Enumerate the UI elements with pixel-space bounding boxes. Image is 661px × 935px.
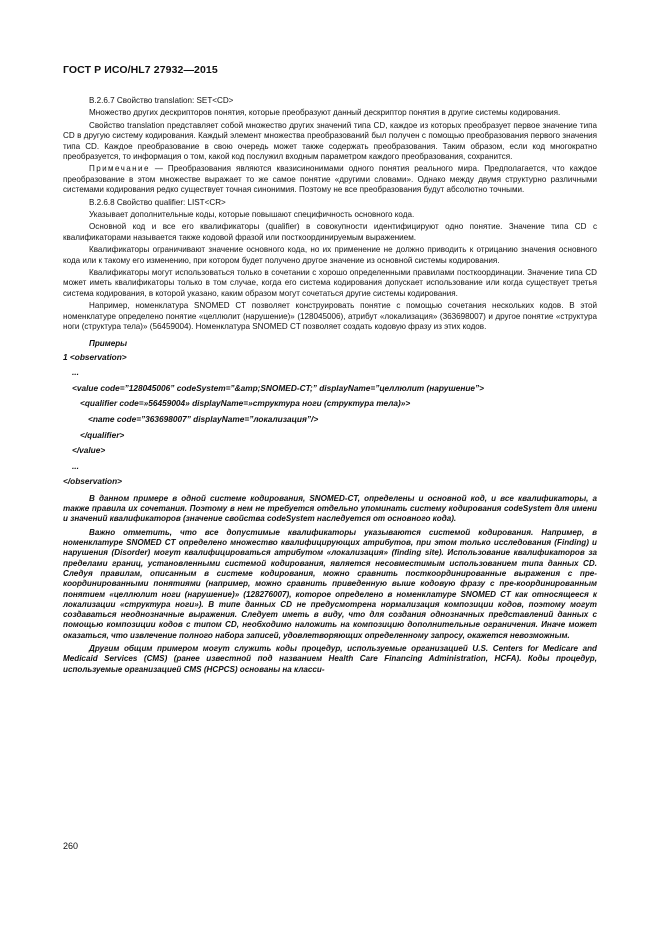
paragraph: Свойство translation представляет собой множество других значений типа CD, каждое из которых преобразует первое значение типа CD в другую систему кодирования. Каждый элемент множества преобразований был получен с помощью преобразования первого значения типа CD. Каждое преобразование в свою очередь может также содержать преобразования. Таким образом, если код многократно преобразуется, то информация о том, какой код послужил входным параметром каждого преобразования, сохранится. [63, 120, 597, 162]
section-heading-qualifier: В.2.6.8 Свойство qualifier: LIST<CR> [89, 197, 226, 207]
code-line: <name code=”363698007” displayName=”локализация”/> [88, 413, 319, 424]
paragraph: Квалификаторы ограничивают значение основного кода, но их применение не должно приводить к отрицанию значения основного кода или к такому его изменению, при котором будет получено другое значение из основной системы кодирования. [63, 245, 597, 265]
document-body [63, 96, 597, 678]
note-paragraph [63, 164, 597, 195]
example-explanation: Другим общим примером могут служить коды процедур, используемые организацией U.S. Centers for Medicare and Medicaid Services (CMS) (ранее известной под названием Health Care Financing Administration, HCFA). Коды процедур, используемые организацией CMS (HCPCS) основаны на класси- [63, 644, 597, 674]
code-line: </observation> [63, 476, 123, 487]
paragraph: Основной код и все его квалификаторы (qualifier) в совокупности идентифицируют одно понятие. Значение типа CD с квалификаторами называется также кодовой фразой или посткоординируемым выражением. [63, 222, 597, 242]
code-line: 1 <observation> [63, 351, 127, 362]
paragraph: Указывает дополнительные коды, которые повышают специфичность основного кода. [89, 209, 415, 219]
code-line: </qualifier> [80, 429, 125, 440]
note-label: Примечание [89, 164, 150, 174]
document-header: ГОСТ Р ИСО/HL7 27932—2015 [63, 64, 218, 76]
code-line: ... [72, 460, 79, 471]
example-explanation: В данном примере в одной системе кодирования, SNOMED-CT, определены и основной код, и все квалификаторы, а также правила их сочетания. Поэтому в нем не требуется отдельно упоминать систему кодирования codeSystem для имени и значений квалификаторов (значение свойства codeSystem наследуется от основного кода). [63, 493, 597, 524]
page-number: 260 [63, 841, 79, 851]
code-line: </value> [72, 445, 106, 456]
code-line: <qualifier code=»56459004» displayName=»структура ноги (структура тела)»> [80, 398, 411, 409]
section-heading-translation: В.2.6.7 Свойство translation: SET<CD> [89, 96, 234, 105]
paragraph: Квалификаторы могут использоваться только в сочетании с хорошо определенными правилами посткоординации. Значение типа CD может иметь квалификаторы только в том случае, когда его система кодирования допускает использование или когда существует третья система кодирования, в которой указано, каким образом могут сочетаться другие системы кодирования. [63, 267, 597, 298]
code-line: <value code=”128045006” codeSystem=”&amp;SNOMED-CT;” displayName=”целлюлит (нарушение”> [72, 382, 485, 393]
note-text: — Преобразования являются квазисинонимами одного понятия реального мира. Предполагается, что каждое преобразование в этом множестве выражает то же самое понятие «другими словами». Однако между двумя структурно различными системами кодирования редко существует точная синонимия. Поэтому не все преобразования будут абсолютно точными. [63, 164, 597, 195]
paragraph: Например, номенклатура SNOMED CT позволяет конструировать понятие с помощью сочетания нескольких кодов. В этой номенклатуре определено понятие «целлюлит (нарушение)» (128045006), атрибут «локализация» (363698007) и другое понятие «структура ноги (структура тела)» (56459004). Номенклатура SNOMED CT позволяет создать кодовую фразу из этих кодов. [63, 301, 597, 332]
code-line: ... [72, 367, 79, 378]
paragraph: Множество других дескрипторов понятия, которые преобразуют данный дескриптор понятия в другие системы кодирования. [89, 108, 561, 118]
examples-label: Примеры [89, 338, 128, 348]
example-explanation: Важно отметить, что все допустимые квалификаторы указываются системой кодирования. Например, в номенклатуре SNOMED CT определено множество квалифицирующих атрибутов, при этом только исследования (Finding) и нарушения (Disorder) могут квалифицироваться атрибутом «локализация» (finding site). Использование квалификаторов за пределами границ, установленными системой кодирования, является несовместимым использованием типа данных CD. Следуя правилам, описанным в системе кодирования, можно сравнить посткоординированные выражения с пре-координированными понятиями (например, можно сравнить приведенную выше кодовую фразу с пре-координированным понятием «целлюлит ноги (нарушение)» (128276007), которое определено в номенклатуре SNOMED CT как относящееся к локализации «структура ноги»). В типе данных CD не предусмотрена нормализация композиции кодов, поэтому могут создаваться неоднозначные выражения. Следует иметь в виду, что для создания однозначных представлений данных с помощью композиции кодов с типом CD, необходимо наложить на композицию дополнительные ограничения. Иначе может оказаться, что извлечение полного набора записей, удовлетворяющих определенному запросу, окажется невозможным. [63, 527, 597, 640]
